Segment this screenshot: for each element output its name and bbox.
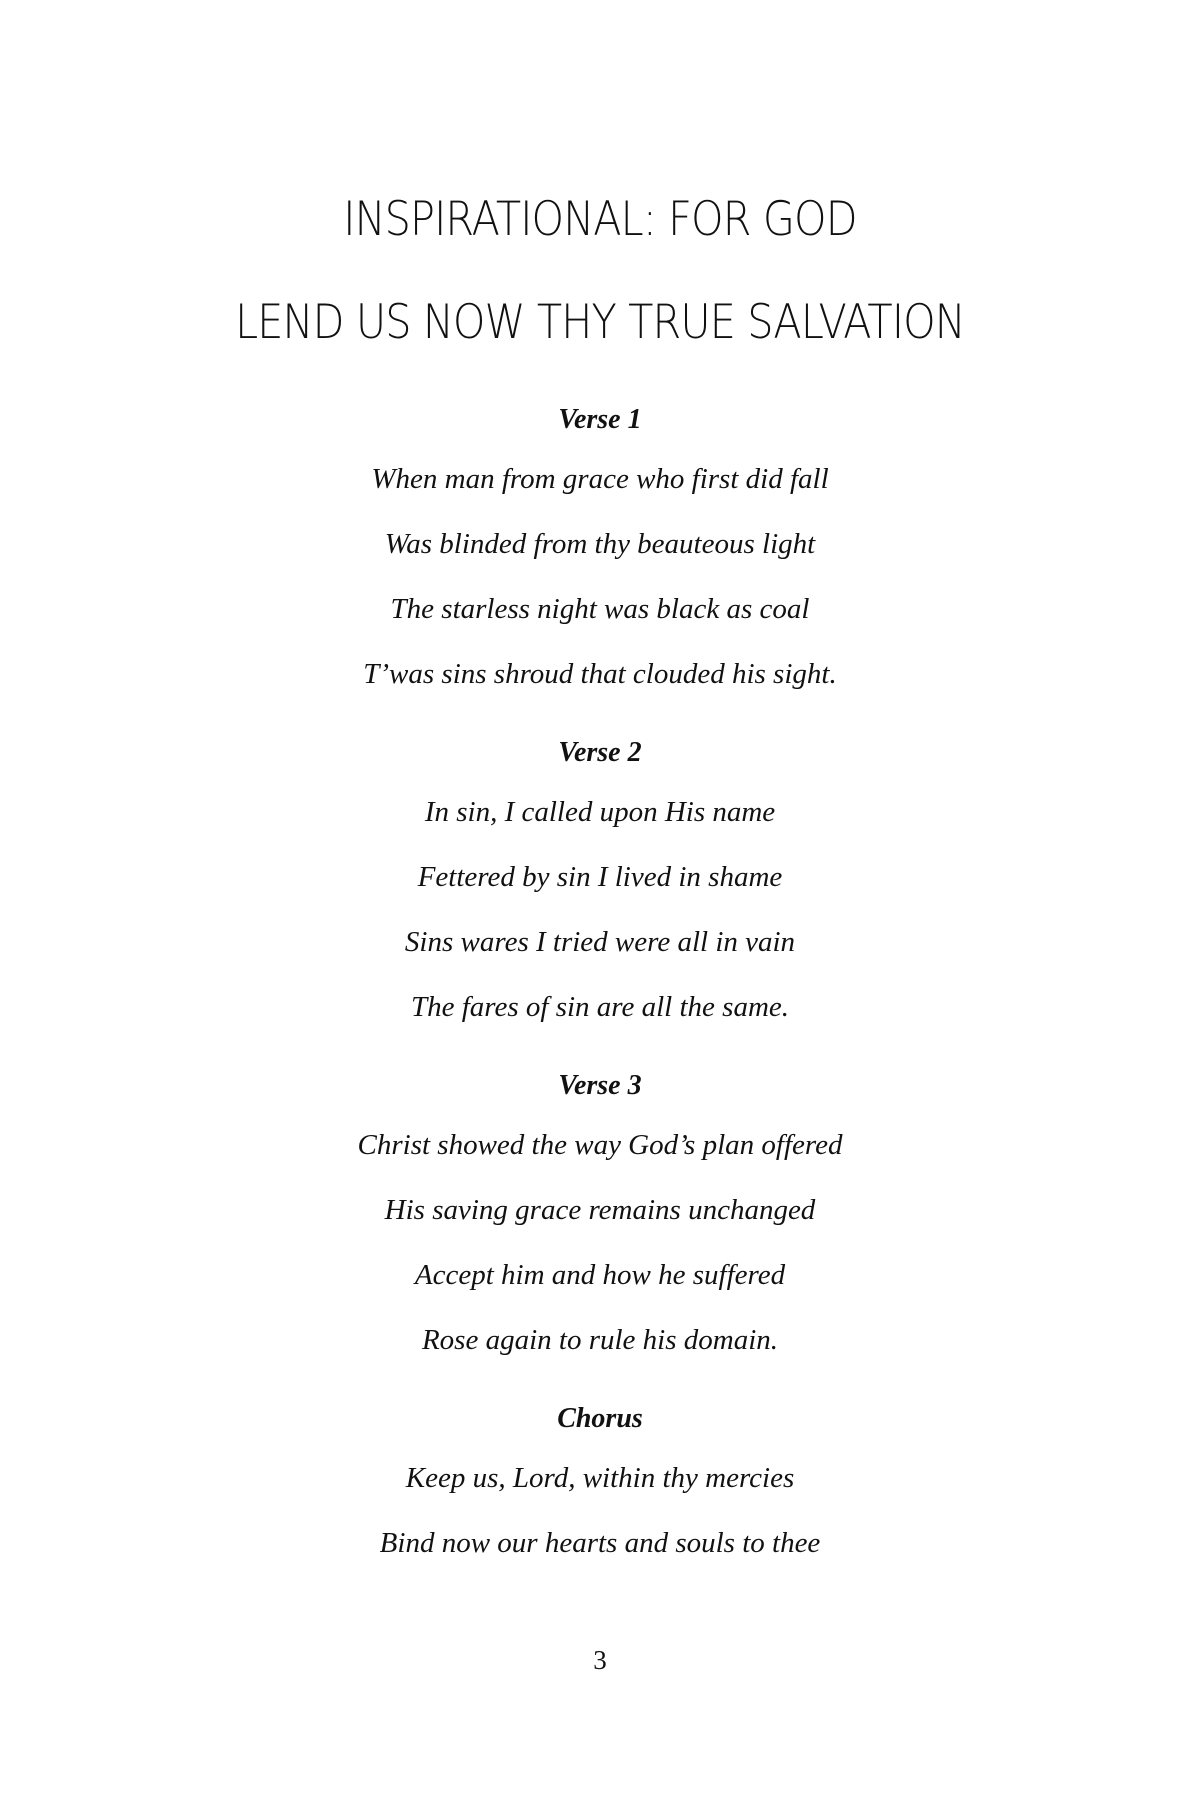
verse-2-line-3: Sins wares I tried were all in vain: [404, 926, 796, 958]
verse-1-heading: Verse 1: [558, 404, 642, 435]
song-title: LEND US NOW THY TRUE SALVATION: [235, 295, 965, 350]
verse-3-line-4: Rose again to rule his domain.: [421, 1324, 779, 1356]
verse-1-line-3: The starless night was black as coal: [390, 593, 810, 625]
verse-1-line-4: T’was sins shroud that clouded his sight.: [363, 658, 837, 690]
verse-2-line-4: The fares of sin are all the same.: [410, 991, 790, 1023]
verse-2-heading: Verse 2: [558, 737, 642, 768]
verse-1-line-1: When man from grace who first did fall: [371, 463, 829, 495]
chorus-line-2: Bind now our hearts and souls to thee: [379, 1527, 821, 1559]
chorus-heading: Chorus: [557, 1403, 643, 1434]
chorus-line-1: Keep us, Lord, within thy mercies: [405, 1462, 795, 1494]
page-number: 3: [593, 1645, 607, 1675]
verse-2-line-2: Fettered by sin I lived in shame: [417, 861, 783, 893]
verse-3-line-2: His saving grace remains unchanged: [384, 1194, 816, 1226]
verse-3-line-1: Christ showed the way God’s plan offered: [357, 1129, 843, 1161]
verse-3-line-3: Accept him and how he suffered: [414, 1259, 786, 1291]
verse-3-heading: Verse 3: [558, 1070, 642, 1101]
verse-2-line-1: In sin, I called upon His name: [424, 796, 776, 828]
category-title: INSPIRATIONAL: FOR GOD: [343, 192, 857, 247]
verse-1-line-2: Was blinded from thy beauteous light: [384, 528, 816, 560]
